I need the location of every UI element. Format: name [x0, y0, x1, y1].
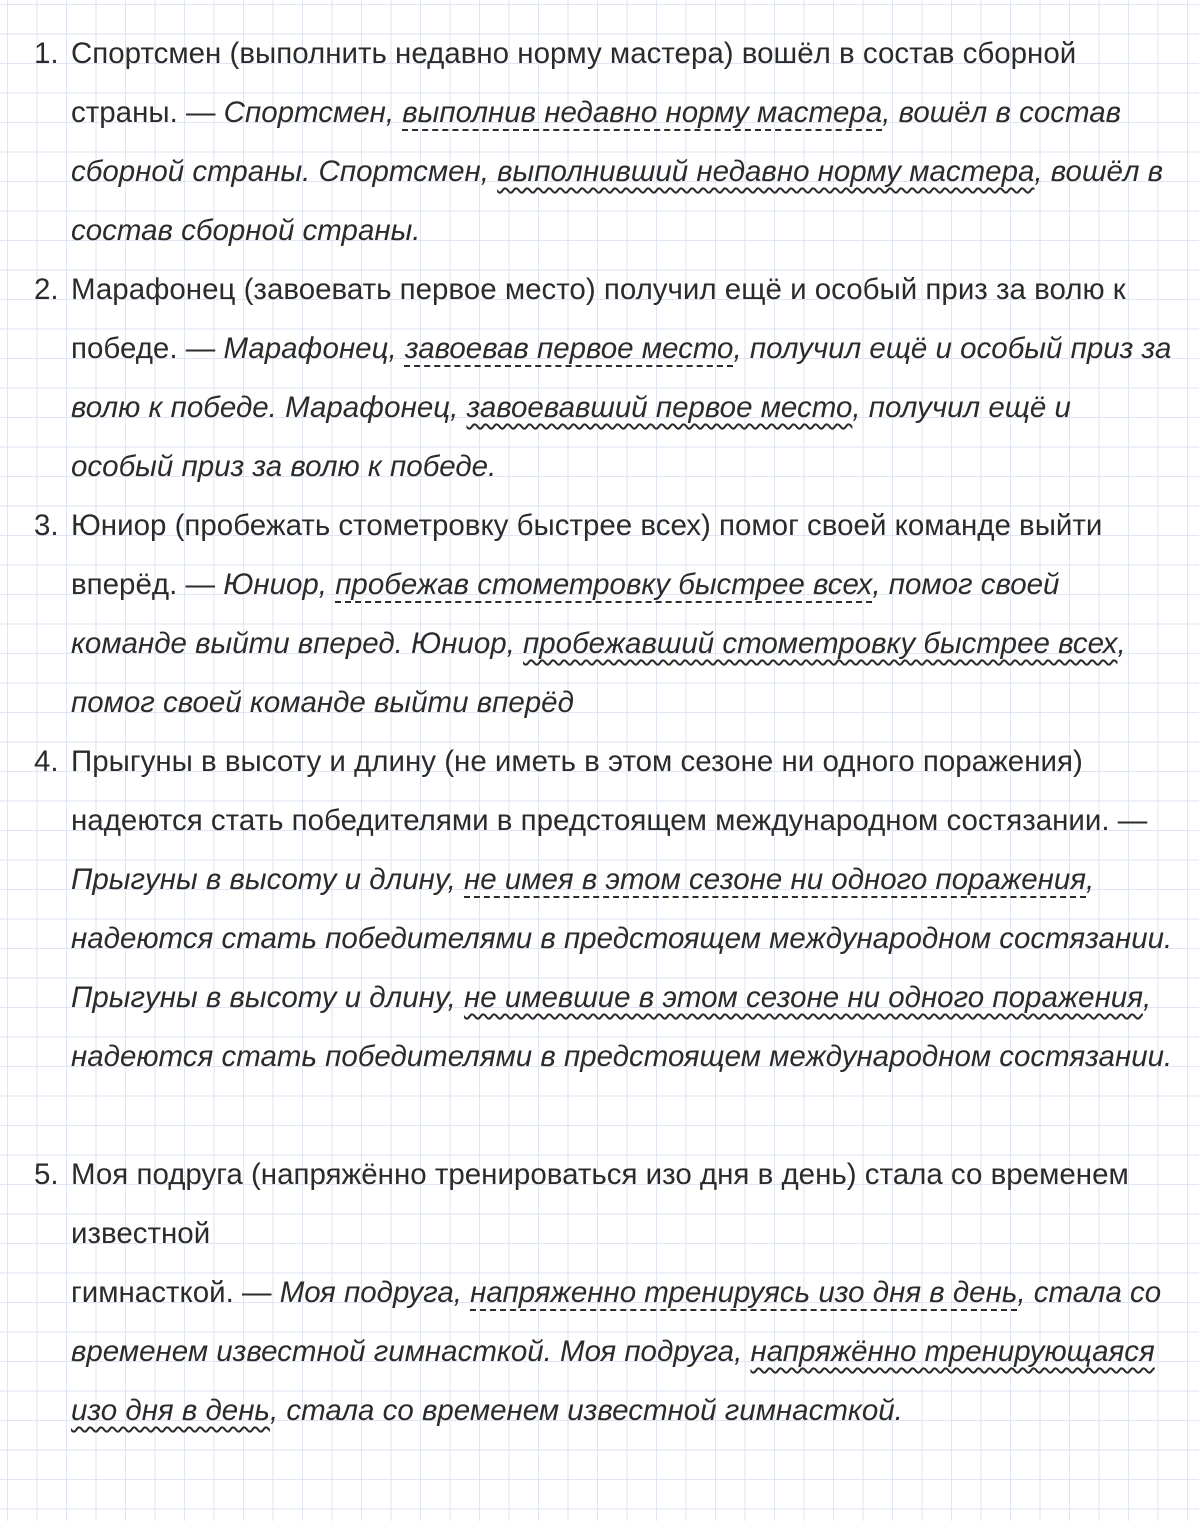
adverbial-phrase: не имея в этом сезоне ни одного поражения — [464, 863, 1087, 896]
item-number: 2. — [34, 273, 59, 306]
answer-1-start: Спортсмен, — [223, 96, 403, 129]
answer-2-end: , получил ещё и особый приз за волю к победе. — [71, 391, 1071, 483]
answer-2-start: Спортсмен, — [310, 155, 498, 188]
answer-1-end: , получил ещё и особый приз за волю к победе. — [71, 332, 1172, 424]
answer-2-end: , стала со временем известной гимнасткой. — [269, 1394, 903, 1427]
exercise-item-4 — [34, 732, 1179, 1086]
participial-phrase: выполнивший недавно норму мастера — [497, 155, 1035, 188]
answer-1-end: , вошёл в состав сборной страны. — [71, 96, 1122, 188]
item-number: 4. — [34, 745, 59, 778]
participial-phrase: завоевавший первое место — [466, 391, 853, 424]
answer-2-start: Юниор, — [402, 627, 524, 660]
item-body — [71, 1145, 1179, 1440]
item-number: 5. — [34, 1158, 59, 1191]
answer-1-start: Марафонец, — [223, 332, 405, 365]
answer-1-start: Юниор, — [223, 568, 336, 601]
item-body — [71, 24, 1179, 260]
answer — [71, 332, 1171, 483]
participial-phrase: напряжённо тренирующаяся изо дня в день — [71, 1335, 1155, 1427]
task-sentence: Прыгуны в высоту и длину (не иметь в этом сезоне ни одного поражения) надеются стать победителями в предстоящем международном состязании. — [71, 745, 1110, 837]
answer-2-end: , надеются стать победителями в предстоящем международном состязании. — [71, 981, 1173, 1073]
adverbial-phrase: завоевав первое место — [404, 332, 734, 365]
adverbial-phrase: напряженно тренируясь изо дня в день — [470, 1276, 1018, 1309]
answer — [71, 863, 1172, 1073]
answer-2-start: Прыгуны в высоту и длину, — [71, 981, 465, 1014]
answer-1-end: , надеются стать победителями в предстоящем международном состязании. — [71, 863, 1173, 955]
item-body — [71, 496, 1179, 732]
dash: — — [233, 1276, 280, 1309]
item-body — [71, 260, 1179, 496]
participial-phrase: пробежавший стометровку быстрее всех — [523, 627, 1118, 660]
task-sentence: Моя подруга (напряжённо тренироваться изо дня в день) стала со временем известной — [71, 1158, 1129, 1250]
dash: — — [177, 568, 224, 601]
participial-phrase: не имевшие в этом сезоне ни одного поражения — [464, 981, 1143, 1014]
task-sentence: Марафонец (завоевать первое место) получил ещё и особый приз за волю к победе. — [71, 273, 1126, 365]
dash: — — [177, 332, 224, 365]
exercise-item-2 — [34, 260, 1179, 496]
answer-1-end: , помог своей команде выйти вперед. — [71, 568, 1060, 660]
exercise-item-3 — [34, 496, 1179, 732]
item-number: 1. — [34, 37, 59, 70]
task-sentence-continued: гимнасткой. — [71, 1276, 234, 1309]
task-sentence: Спортсмен (выполнить недавно норму мастера) вошёл в состав сборной страны. — [71, 37, 1077, 129]
exercise-item-1 — [34, 24, 1179, 260]
item-number: 3. — [34, 509, 59, 542]
answer-1-start: Прыгуны в высоту и длину, — [71, 863, 465, 896]
answer-2-start: Моя подруга, — [551, 1335, 751, 1368]
answer-1-end: , стала со временем известной гимнасткой. — [71, 1276, 1162, 1368]
answer — [71, 96, 1163, 247]
adverbial-phrase: выполнив недавно норму мастера — [402, 96, 883, 129]
dash: — — [1109, 804, 1148, 837]
dash: — — [177, 96, 224, 129]
adverbial-phrase: пробежав стометровку быстрее всех — [335, 568, 873, 601]
answer-1-start: Моя подруга, — [279, 1276, 471, 1309]
item-body — [71, 732, 1179, 1086]
answer — [71, 568, 1126, 719]
answer-2-end: , вошёл в состав сборной страны. — [71, 155, 1164, 247]
task-sentence: Юниор (пробежать стометровку быстрее всех) помог своей команде выйти вперёд. — [71, 509, 1103, 601]
exercise-item-5 — [34, 1145, 1179, 1440]
answer-2-end: , помог своей команде выйти вперёд — [71, 627, 1126, 719]
answer-2-start: Марафонец, — [276, 391, 467, 424]
